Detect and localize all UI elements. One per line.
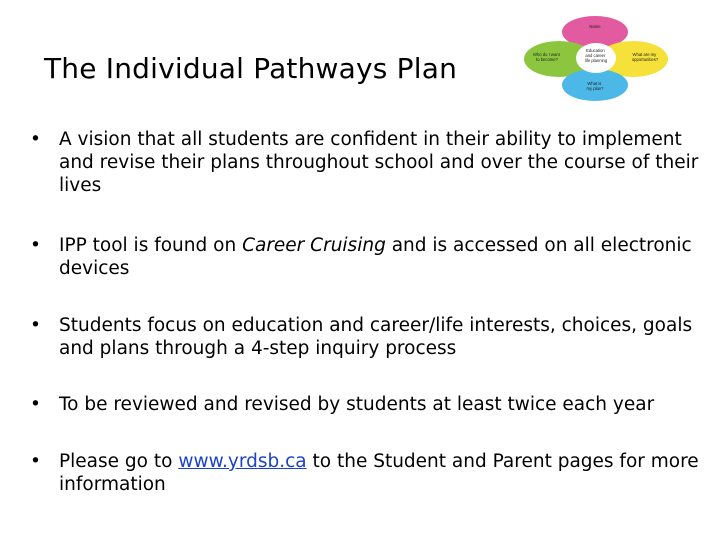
diagram-label-center-3: life planning <box>584 58 608 63</box>
diagram-label-bottom-2: my plan? <box>586 86 604 91</box>
svg-text:What are my opportunitie <box>632 52 659 62</box>
diagram-label-right-2: opportunities? <box>631 57 659 62</box>
bullet-text: To be reviewed and revised by students at least twice each year <box>59 394 655 415</box>
bullet-dot: • <box>30 394 41 415</box>
bullet-text-post: and is accessed on all electronic devices <box>59 235 692 279</box>
svg-text:Who do I want to become? <box>533 52 561 62</box>
bullet-text: Students focus on education and career/life interests, choices, goals and plans through a 4-step inquiry process <box>59 315 693 359</box>
bullet-list <box>30 128 705 531</box>
career-cruising-emphasis: Career Cruising <box>242 235 386 256</box>
bullet-item <box>30 234 705 280</box>
bullet-dot: • <box>30 235 41 256</box>
bullet-dot: • <box>30 315 41 336</box>
bullet-text-pre: IPP tool is found on <box>59 235 243 256</box>
diagram-label-left-2: to become? <box>536 57 558 62</box>
bullet-dot: • <box>30 129 41 150</box>
bullet-dot: • <box>30 451 41 472</box>
diagram-label-right-1: What are my <box>632 52 657 57</box>
diagram-label-left-1: Who do I want <box>533 52 560 57</box>
diagram-label-center-2: and career <box>585 53 606 58</box>
bullet-text-post: to the Student and Parent pages for more information <box>59 451 699 495</box>
bullet-item <box>30 314 705 360</box>
bullet-item <box>30 128 705 197</box>
svg-text:Education and career <box>585 48 608 63</box>
slide-title: The Individual Pathways Plan <box>44 52 458 85</box>
diagram-label-center-1: Education <box>586 48 605 53</box>
bullet-text: A vision that all students are confident in their ability to implement and revise their plans throughout school and over the course of their lives <box>59 129 699 196</box>
diagram-label-bottom-1: What is <box>587 81 602 86</box>
bullet-item <box>30 450 705 496</box>
svg-text:What is my plan? <box>587 81 605 91</box>
pathways-venn-diagram <box>515 14 675 104</box>
bullet-text-pre: Please go to <box>59 451 179 472</box>
diagram-label-top: Name <box>589 24 601 29</box>
bullet-item <box>30 393 705 416</box>
yrdsb-link[interactable]: www.yrdsb.ca <box>178 451 307 472</box>
